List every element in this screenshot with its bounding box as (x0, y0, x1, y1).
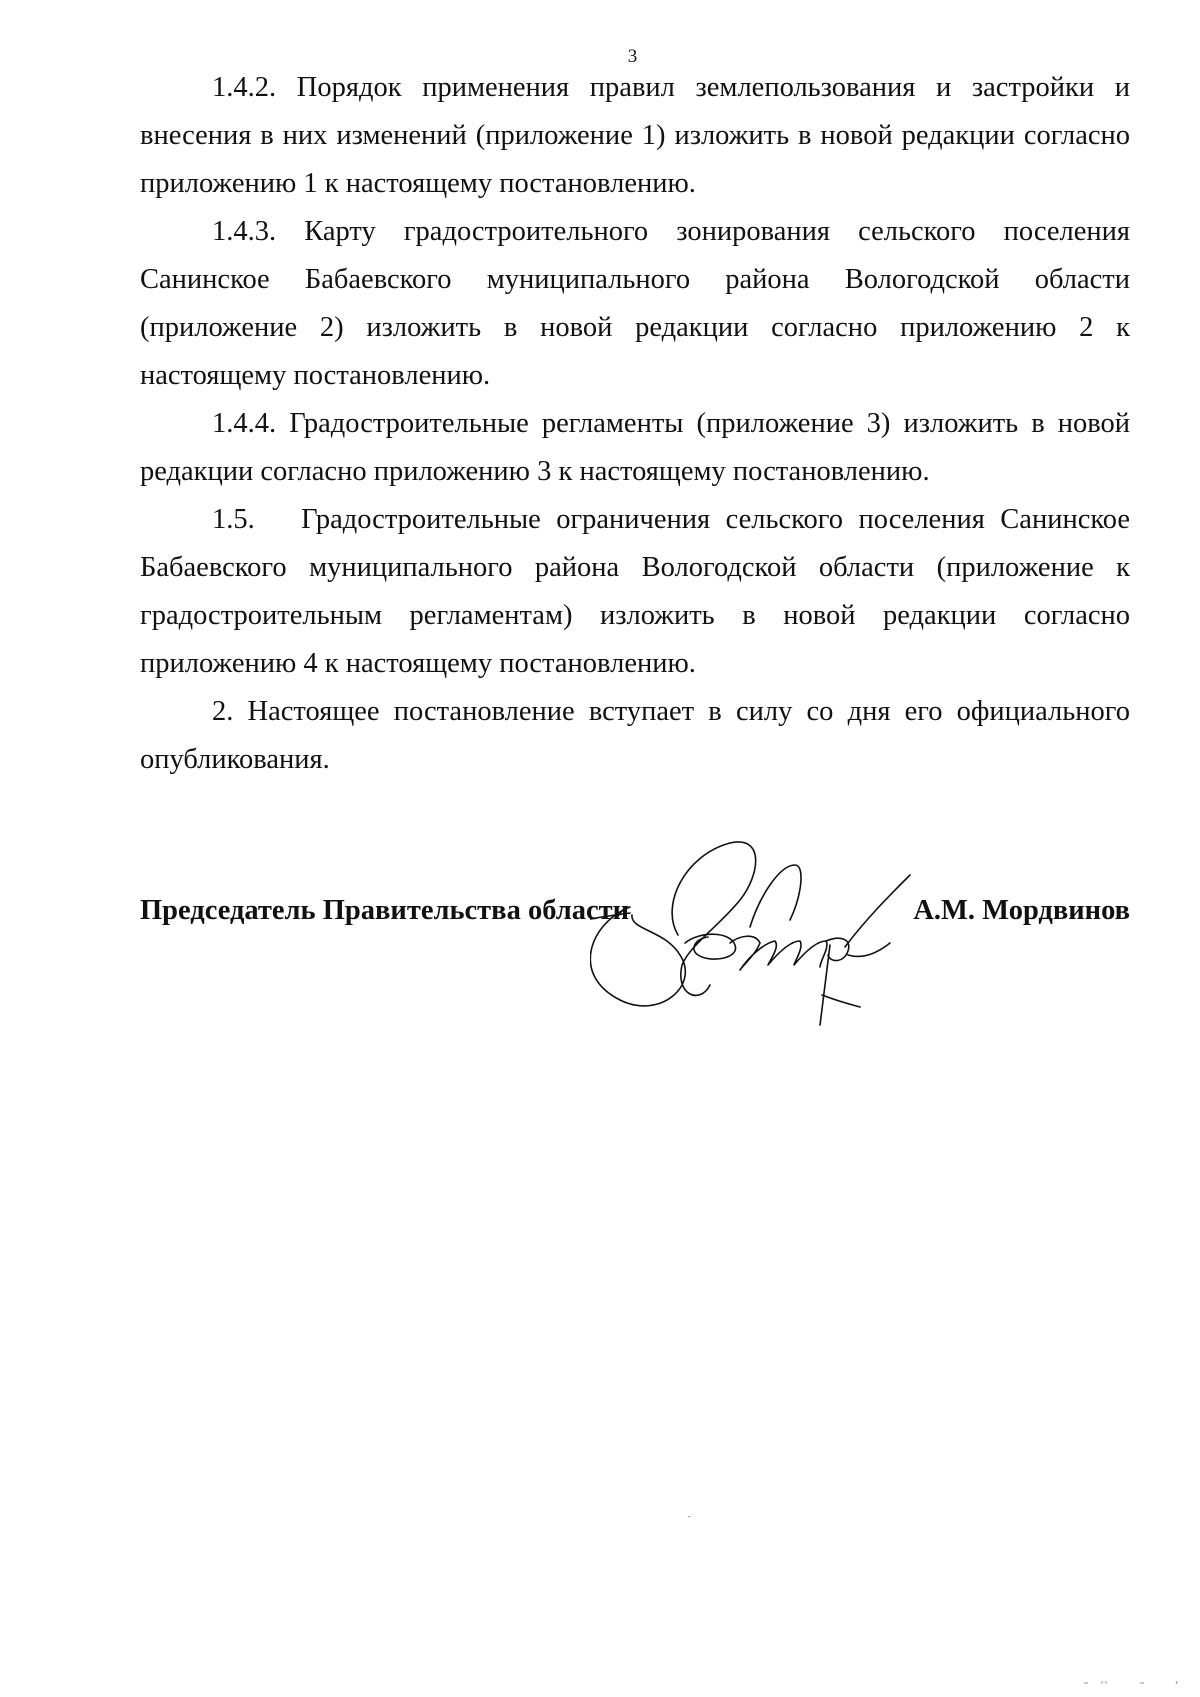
page-number: 3 (627, 46, 638, 67)
handwritten-signature (590, 835, 950, 1035)
paragraph-2: 2. Настоящее постановление вступает в силу со дня его официального опубликования. (140, 696, 1130, 775)
paragraph-1-4-4: 1.4.4. Градостроительные регламенты (приложение 3) изложить в новой редакции согласно приложению 3 к настоящему постановлению. (140, 408, 1130, 487)
paragraph-1-5: 1.5. Градостроительные ограничения сельского поселения Санинское Бабаевского муниципального района Вологодской области (приложение к градостроительным регламентам) изложить в новой редакции согласно приложению 4 к настоящему постановлению. (140, 504, 1138, 679)
corner-scan-marks (1080, 1678, 1190, 1686)
scan-dot (688, 1516, 690, 1517)
document-body (140, 64, 1138, 784)
signer-title: Председатель Правительства области (140, 895, 630, 926)
signer-name: А.М. Мордвинов (913, 895, 1130, 926)
paragraph-1-4-3: 1.4.3. Карту градостроительного зонирования сельского поселения Санинское Бабаевского муниципального района Вологодской области (приложение 2) изложить в новой редакции согласно приложению 2 к настоящему постановлению. (140, 216, 1130, 391)
paragraph-1-4-2: 1.4.2. Порядок применения правил землепользования и застройки и внесения в них изменений (приложение 1) изложить в новой редакции согласно приложению 1 к настоящему постановлению. (140, 72, 1130, 199)
